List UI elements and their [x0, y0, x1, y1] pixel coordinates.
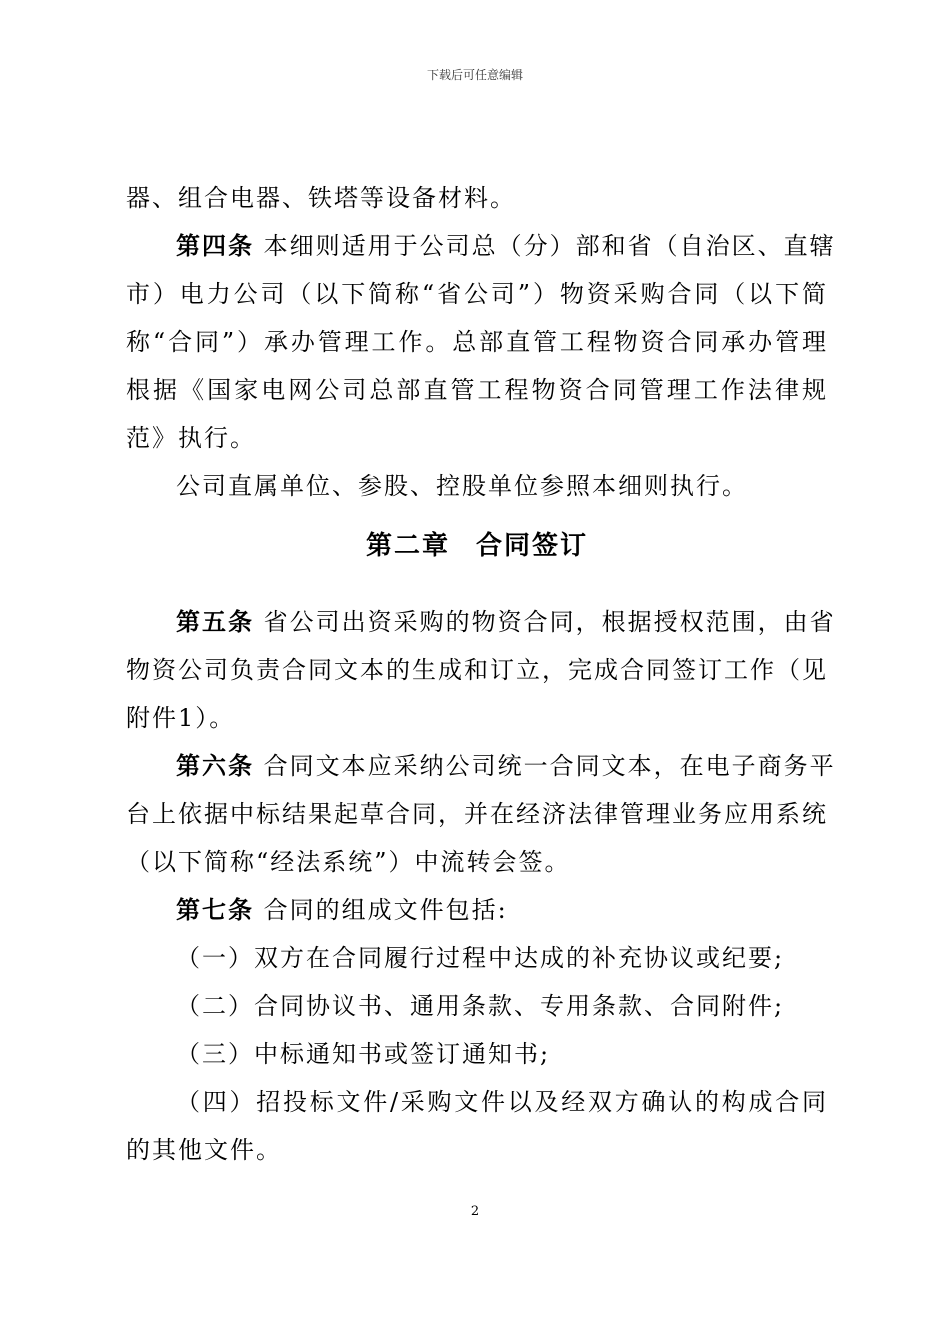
article-5-line-2: 物资公司负责合同文本的生成和订立，完成合同签订工作（见: [126, 656, 828, 684]
page-number: 2: [470, 1204, 480, 1219]
article-4-paragraph-2: 公司直属单位、参股、控股单位参照本细则执行。: [176, 472, 748, 500]
article-5-line-1: [126, 598, 836, 646]
article-7-line-1: [126, 886, 828, 934]
article-6-text: 合同文本应采纳公司统一合同文本，在电子商务平: [263, 752, 836, 780]
article-4-line-3: 称“合同”）承办管理工作。总部直管工程物资合同承办管理: [126, 328, 828, 356]
article-6-heading: 第六条: [176, 751, 254, 780]
article-4-line-1: [126, 222, 836, 270]
document-body: [126, 174, 836, 1174]
article-7-heading: 第七条: [176, 895, 254, 924]
article-4-line-4: 根据《国家电网公司总部直管工程物资合同管理工作法律规: [126, 376, 828, 404]
chapter-number: 第二章: [365, 531, 450, 561]
paragraph-continuation: 器、组合电器、铁塔等设备材料。: [126, 184, 516, 212]
article-5-line-3: 附件1）。: [126, 704, 236, 732]
article-7-item-2: （二）合同协议书、通用条款、专用条款、合同附件;: [176, 992, 785, 1020]
article-6-line-3: （以下简称“经法系统”）中流转会签。: [126, 848, 571, 876]
article-5-text: 省公司出资采购的物资合同，根据授权范围，由省: [263, 608, 836, 636]
article-6-line-1: [126, 742, 836, 790]
article-5-heading: 第五条: [176, 607, 254, 636]
chapter-heading: [126, 510, 828, 582]
article-4-heading: 第四条: [176, 231, 254, 260]
article-7-item-4-line-2: 的其他文件。: [126, 1136, 282, 1164]
article-7-item-1: （一）双方在合同履行过程中达成的补充协议或纪要;: [176, 944, 785, 972]
article-6-line-2: 台上依据中标结果起草合同，并在经济法律管理业务应用系统: [126, 800, 828, 828]
article-4-line-2: 市）电力公司（以下简称“省公司”）物资采购合同（以下简: [126, 280, 828, 308]
article-7-item-4-line-1: （四）招投标文件/采购文件以及经双方确认的构成合同: [176, 1088, 828, 1116]
chapter-title: 合同签订: [476, 531, 589, 561]
page-header: 下载后可任意编辑: [426, 68, 523, 82]
article-7-text: 合同的组成文件包括:: [263, 896, 508, 924]
article-4-line-5: 范》执行。: [126, 424, 256, 452]
article-4-text: 本细则适用于公司总（分）部和省（自治区、直辖: [263, 232, 836, 260]
article-7-item-3: （三）中标通知书或签订通知书;: [176, 1040, 551, 1068]
